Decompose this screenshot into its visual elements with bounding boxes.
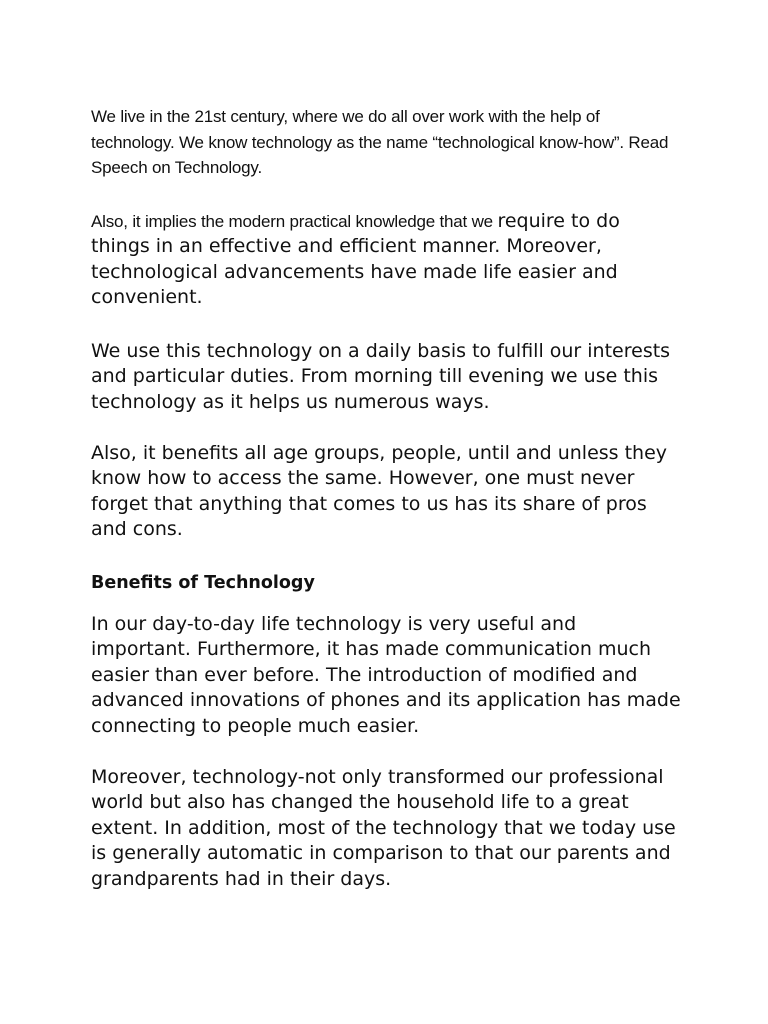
paragraph-age-groups: Also, it benefits all age groups, people, until and unless they know how to access the same. However, one must never forget that anything that comes to us has its share of pros and cons.: [91, 442, 668, 541]
heading-benefits-of-technology: Benefits of Technology: [91, 573, 315, 593]
paragraph-daily-use: We use this technology on a daily basis to fulfill our interests and particular duties. From morning till evening we use this technology as it helps us numerous ways.: [91, 340, 671, 413]
paragraph-intro: We live in the 21st century, where we do all over work with the help of technology. We know technology as the name “technological know-how”. Read Speech on Technology.: [91, 107, 669, 177]
paragraph-household: Moreover, technology-not only transformed our professional world but also has changed the household life to a great extent. In addition, most of the technology that we today use is generally automatic in comparison to that our parents and grandparents had in their days.: [91, 766, 676, 890]
paragraph-knowledge-rest: require to do things in an effective and efficient manner. Moreover, technological advancements have made life easier and convenient.: [91, 210, 620, 309]
paragraph-communication: In our day-to-day life technology is very useful and important. Furthermore, it has made communication much easier than ever before. The introduction of modified and advanced innovations of phones and its application has made connecting to people much easier.: [91, 613, 681, 737]
paragraph-knowledge: [91, 209, 681, 311]
paragraph-knowledge-start: Also, it implies the modern practical knowledge that we: [91, 212, 498, 231]
